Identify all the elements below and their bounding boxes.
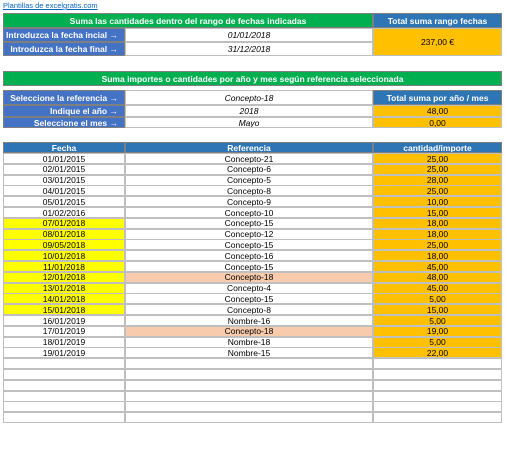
- table-cell-ref[interactable]: Concepto-18: [125, 272, 373, 283]
- table-cell-ref[interactable]: Concepto-10: [125, 207, 373, 218]
- table-cell-cant[interactable]: 22,00: [373, 347, 502, 358]
- table-cell-ref[interactable]: Concepto-15: [125, 261, 373, 272]
- table-cell-fecha[interactable]: 03/01/2015: [3, 175, 125, 186]
- table-cell-ref[interactable]: [125, 401, 373, 412]
- year-total-value: 48,00: [373, 105, 502, 117]
- table-cell-fecha[interactable]: 01/01/2015: [3, 153, 125, 164]
- table-cell-fecha[interactable]: 05/01/2015: [3, 196, 125, 207]
- table-cell-ref[interactable]: Concepto-5: [125, 175, 373, 186]
- table-cell-cant[interactable]: 15,00: [373, 304, 502, 315]
- table-cell-ref[interactable]: Concepto-9: [125, 196, 373, 207]
- table-cell-cant[interactable]: 25,00: [373, 239, 502, 250]
- start-date-label: Introduzca la fecha incial →: [3, 28, 125, 42]
- table-cell-cant[interactable]: [373, 401, 502, 412]
- reference-select[interactable]: Concepto-18: [125, 90, 373, 105]
- table-cell-fecha[interactable]: 19/01/2019: [3, 347, 125, 358]
- end-date-label: Introduzca la fecha final →: [3, 42, 125, 56]
- section1-header: Suma las cantidades dentro del rango de fechas indicadas: [3, 13, 373, 28]
- table-cell-cant[interactable]: [373, 412, 502, 423]
- table-cell-cant[interactable]: 19,00: [373, 326, 502, 337]
- col-header-referencia: Referencia: [125, 142, 373, 153]
- table-cell-cant[interactable]: [373, 358, 502, 369]
- table-cell-fecha[interactable]: [3, 412, 125, 423]
- table-cell-ref[interactable]: Concepto-8: [125, 304, 373, 315]
- table-cell-ref[interactable]: [125, 369, 373, 380]
- table-cell-cant[interactable]: 15,00: [373, 207, 502, 218]
- table-cell-ref[interactable]: Concepto-15: [125, 293, 373, 304]
- table-cell-cant[interactable]: 45,00: [373, 283, 502, 294]
- table-cell-cant[interactable]: 18,00: [373, 218, 502, 229]
- table-cell-cant[interactable]: 25,00: [373, 185, 502, 196]
- table-cell-ref[interactable]: Concepto-12: [125, 229, 373, 240]
- table-cell-fecha[interactable]: 17/01/2019: [3, 326, 125, 337]
- table-cell-fecha[interactable]: [3, 369, 125, 380]
- table-cell-fecha[interactable]: 18/01/2019: [3, 337, 125, 348]
- excelgratis-link[interactable]: Plantillas de excelgratis.com: [3, 1, 98, 10]
- table-cell-cant[interactable]: [373, 380, 502, 391]
- table-cell-fecha[interactable]: 04/01/2015: [3, 185, 125, 196]
- table-cell-ref[interactable]: Concepto-15: [125, 239, 373, 250]
- table-cell-fecha[interactable]: [3, 358, 125, 369]
- range-total-value: 237,00 €: [373, 28, 502, 56]
- table-cell-cant[interactable]: [373, 391, 502, 402]
- table-cell-ref[interactable]: [125, 391, 373, 402]
- section2-total-header: Total suma por año / mes: [373, 90, 502, 105]
- month-label: Seleccione el mes →: [3, 117, 125, 128]
- table-cell-fecha[interactable]: 09/05/2018: [3, 239, 125, 250]
- table-cell-cant[interactable]: 5,00: [373, 315, 502, 326]
- month-total-value: 0,00: [373, 117, 502, 128]
- table-cell-fecha[interactable]: 07/01/2018: [3, 218, 125, 229]
- table-cell-ref[interactable]: Concepto-16: [125, 250, 373, 261]
- table-cell-fecha[interactable]: 14/01/2018: [3, 293, 125, 304]
- table-cell-fecha[interactable]: 10/01/2018: [3, 250, 125, 261]
- table-cell-cant[interactable]: 28,00: [373, 175, 502, 186]
- table-cell-fecha[interactable]: 12/01/2018: [3, 272, 125, 283]
- table-cell-cant[interactable]: [373, 369, 502, 380]
- table-cell-ref[interactable]: Concepto-4: [125, 283, 373, 294]
- col-header-cantidad: cantidad/importe: [373, 142, 502, 153]
- table-cell-cant[interactable]: 5,00: [373, 293, 502, 304]
- year-label: Indique el año →: [3, 105, 125, 117]
- section2-header: Suma importes o cantidades por año y mes según referencia seleccionada: [3, 71, 502, 86]
- table-cell-ref[interactable]: Nombre-18: [125, 337, 373, 348]
- table-cell-cant[interactable]: 45,00: [373, 261, 502, 272]
- table-cell-fecha[interactable]: 01/02/2016: [3, 207, 125, 218]
- table-cell-fecha[interactable]: [3, 391, 125, 402]
- table-cell-ref[interactable]: Concepto-15: [125, 218, 373, 229]
- table-cell-ref[interactable]: [125, 412, 373, 423]
- end-date-input[interactable]: 31/12/2018: [125, 42, 373, 56]
- table-cell-ref[interactable]: [125, 358, 373, 369]
- table-cell-fecha[interactable]: [3, 380, 125, 391]
- table-cell-cant[interactable]: 25,00: [373, 164, 502, 175]
- month-select[interactable]: Mayo: [125, 117, 373, 128]
- table-cell-fecha[interactable]: [3, 401, 125, 412]
- table-cell-ref[interactable]: Concepto-18: [125, 326, 373, 337]
- table-cell-ref[interactable]: Nombre-15: [125, 347, 373, 358]
- table-cell-fecha[interactable]: 11/01/2018: [3, 261, 125, 272]
- table-cell-fecha[interactable]: 16/01/2019: [3, 315, 125, 326]
- table-cell-ref[interactable]: [125, 380, 373, 391]
- table-cell-cant[interactable]: 48,00: [373, 272, 502, 283]
- start-date-input[interactable]: 01/01/2018: [125, 28, 373, 42]
- table-cell-cant[interactable]: 25,00: [373, 153, 502, 164]
- table-cell-fecha[interactable]: 15/01/2018: [3, 304, 125, 315]
- year-input[interactable]: 2018: [125, 105, 373, 117]
- table-cell-fecha[interactable]: 02/01/2015: [3, 164, 125, 175]
- table-cell-fecha[interactable]: 13/01/2018: [3, 283, 125, 294]
- table-cell-cant[interactable]: 18,00: [373, 250, 502, 261]
- table-cell-ref[interactable]: Nombre-16: [125, 315, 373, 326]
- table-cell-fecha[interactable]: 08/01/2018: [3, 229, 125, 240]
- table-cell-ref[interactable]: Concepto-6: [125, 164, 373, 175]
- section1-total-header: Total suma rango fechas: [373, 13, 502, 28]
- reference-label: Seleccione la referencia →: [3, 90, 125, 105]
- table-cell-cant[interactable]: 18,00: [373, 229, 502, 240]
- table-cell-ref[interactable]: Concepto-8: [125, 185, 373, 196]
- table-cell-cant[interactable]: 5,00: [373, 337, 502, 348]
- col-header-fecha: Fecha: [3, 142, 125, 153]
- table-cell-cant[interactable]: 10,00: [373, 196, 502, 207]
- table-cell-ref[interactable]: Concepto-21: [125, 153, 373, 164]
